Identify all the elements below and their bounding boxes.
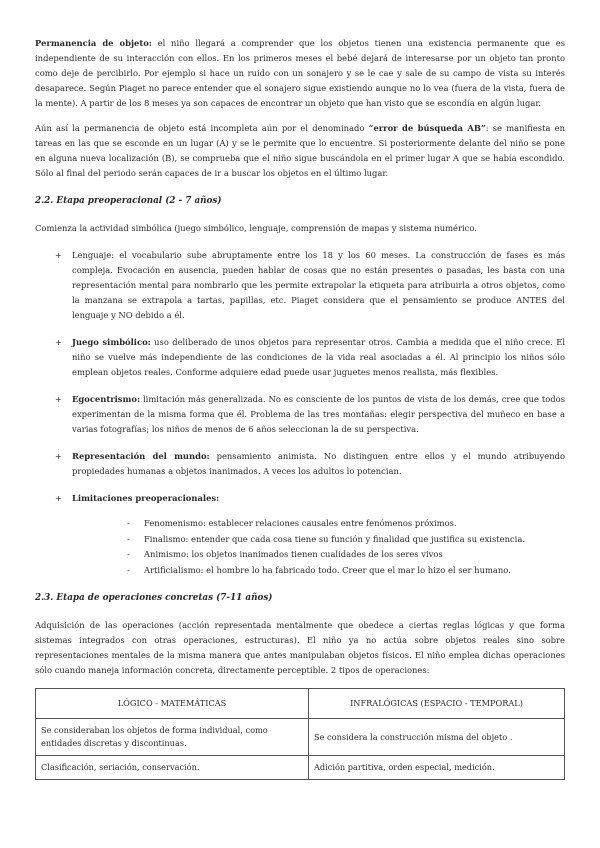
list-item-text: pensamiento animista. No distinguen entre ellos y el mundo atribuyendo propiedades humanas a objetos inanimados. A veces los adultos lo potencian. bbox=[72, 451, 565, 476]
dash-item-text: Finalismo: entender que cada cosa tiene su función y finalidad que justifica su existencia. bbox=[144, 533, 526, 544]
list-item-term: Egocentrismo: bbox=[72, 394, 141, 404]
dash-item bbox=[72, 532, 565, 548]
list-item bbox=[35, 248, 565, 323]
dash-item bbox=[72, 516, 565, 532]
dash-item-text: Animismo: los objetos inanimados tienen cualidades de los seres vivos bbox=[144, 549, 443, 559]
list-item-term: Juego simbólico: bbox=[72, 337, 151, 347]
list-item-limitaciones bbox=[35, 491, 565, 578]
plus-bullet-icon: + bbox=[55, 494, 62, 503]
preoperacional-intro: Comienza la actividad simbólica (juego simbólico, lenguaje, comprensión de mapas y sistema numérico. bbox=[35, 223, 477, 233]
list-item-text: limitación más generalizada. No es consciente de los puntos de vista de los demás, cree que todos experimentan de la misma forma que él. Problema de las tres montañas: elegir perspectiva del muñeco en base a varias fotografías; los niños de menos de 6 años seleccionan la de su perspectiva. bbox=[72, 394, 565, 434]
table-header-cell: INFRALÓGICAS (ESPACIO - TEMPORAL) bbox=[309, 689, 565, 719]
document-page bbox=[35, 36, 565, 780]
error-busqueda-before: Aún así la permanencia de objeto está incompleta aún por el denominado bbox=[35, 123, 369, 133]
table-header-row bbox=[36, 689, 565, 719]
plus-bullet-icon: + bbox=[55, 395, 62, 404]
table-cell: Se considera la construcción misma del objeto . bbox=[309, 719, 565, 756]
dash-bullet-icon: - bbox=[127, 549, 130, 559]
dash-item bbox=[72, 563, 565, 579]
list-item-text: Lenguaje: el vocabulario sube abruptamente entre los 18 y los 60 meses. La construcción de fases es más compleja. Evocación en ausencia, pueden hablar de cosas que no están presentes o pasadas, les basta con una representación mental para nombrarlo que les permite extrapolar la etiqueta para atribuirla a otros objetos, como la manzana se extrapola a tartas, papillas, etc. Piaget considera que el pensamiento se produce ANTES del lenguaje y NO debido a él. bbox=[72, 250, 565, 320]
table-cell: Se consideraban los objetos de forma individual, como entidades discretas y discontinuas. bbox=[36, 719, 309, 756]
list-item-text: uso deliberado de unos objetos para representar otros. Cambia a medida que el niño crece. El niño se vuelve más independiente de las condiciones de la vida real asociadas a él. Al principio los niños sólo emplean objetos reales. Conforme adquiere edad puede usar juguetes menos realista, más flexibles. bbox=[72, 337, 566, 377]
limitaciones-list bbox=[72, 516, 565, 578]
error-busqueda-term: “error de búsqueda AB” bbox=[368, 123, 486, 133]
limitaciones-term: Limitaciones preoperacionales: bbox=[72, 493, 220, 503]
plus-bullet-icon: + bbox=[55, 452, 62, 461]
operaciones-concretas-intro: Adquisición de las operaciones (acción representada mentalmente que obedece a ciertas reglas lógicas y que forma sistemas integrados con otras operaciones, estructuras). El niño ya no actúa sobre objetos reales sino sobre representaciones mentales de la misma manera que antes manipulaban objetos físicos. El niño emplea dichas operaciones sólo cuando maneja información concreta, directamente perceptible. 2 tipos de operaciones: bbox=[35, 620, 565, 675]
permanencia-term: Permanencia de objeto: bbox=[35, 38, 152, 48]
plus-bullet-icon: + bbox=[55, 338, 62, 347]
list-item bbox=[35, 449, 565, 479]
operaciones-table bbox=[35, 688, 565, 780]
list-item bbox=[35, 335, 565, 380]
list-item-term: Representación del mundo: bbox=[72, 451, 210, 461]
dash-bullet-icon: - bbox=[127, 518, 130, 528]
dash-bullet-icon: - bbox=[127, 533, 130, 544]
list-item bbox=[35, 392, 565, 437]
table-row bbox=[36, 756, 565, 780]
dash-bullet-icon: - bbox=[127, 564, 130, 575]
preoperacional-list bbox=[35, 248, 565, 578]
error-busqueda-paragraph bbox=[35, 121, 565, 181]
table-row bbox=[36, 719, 565, 756]
permanencia-text: el niño llegará a comprender que los objetos tienen una existencia permanente que es independiente de su interacción con ellos. En los primeros meses el bebé dejará de interesarse por un objeto tan pronto como deje de percibirlo. Por ejemplo si hace un ruido con un sonajero y se le cae y sale de su campo de vista su interés desaparece. Según Piaget no parece entender que el sonajero sigue existiendo aunque no lo vea (fuera de la vista, fuera de la mente). A partir de los 8 meses ya son capaces de encontrar un objeto que han visto que se escondía en algún lugar. bbox=[35, 38, 566, 108]
dash-item-text: Fenomenismo: establecer relaciones causales entre fenómenos próximos. bbox=[144, 518, 457, 528]
section-heading-operaciones-concretas: 2.3. Etapa de operaciones concretas (7-11 años) bbox=[35, 593, 273, 603]
permanencia-paragraph bbox=[35, 36, 565, 111]
table-cell: Adición partitiva, orden especial, medición. bbox=[309, 756, 565, 780]
table-header-cell: LÓGICO - MATEMÁTICAS bbox=[36, 689, 309, 719]
table-cell: Clasificación, seriación, conservación. bbox=[36, 756, 309, 780]
section-heading-preoperacional: 2.2. Etapa preoperacional (2 - 7 años) bbox=[35, 196, 222, 206]
plus-bullet-icon: + bbox=[55, 251, 62, 260]
dash-item-text: Artificialismo: el hombre lo ha fabricado todo. Creer que el mar lo hizo el ser humano. bbox=[144, 564, 511, 575]
error-busqueda-after: : se manifiesta en tareas en las que se esconde en un lugar (A) y se le permite que lo encuentre. Si posteriormente delante del niño se pone en alguna nueva localización (B), se comprueba que el niño sigue buscándola en el primer lugar A que se había escondido. Sólo al final del periodo serán capaces de ir a buscar los objetos en el último lugar. bbox=[35, 123, 565, 178]
dash-item bbox=[72, 547, 565, 563]
